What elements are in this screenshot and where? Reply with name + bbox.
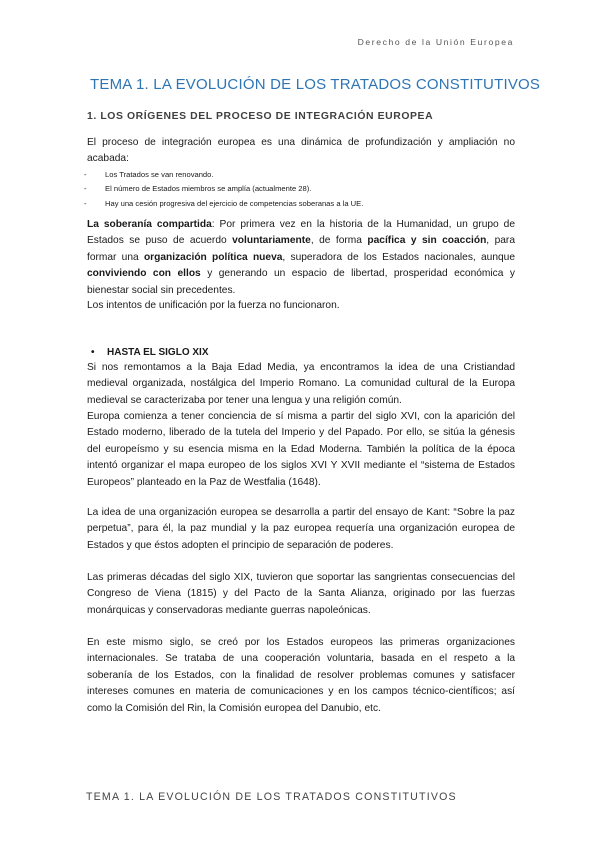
- paragraph-text: , para formar una: [87, 235, 515, 263]
- list-item-text: Los Tratados se van renovando.: [105, 170, 214, 179]
- paragraph-siglo-xvi: Europa comienza a tener conciencia de sí misma a partir del siglo XVI, con la aparición del Estado moderno, liberado de la tutela del Imperio y del Papado. Por ello, se sitúa la génesis del europeísmo y su esencia misma en la Edad Moderna. También la política de la época intentó organizar el mapa europeo de los siglos XVI Y XVII mediante el “sistema de Estados Europeos” planteado en la Paz de Westfalia (1648).: [87, 411, 515, 488]
- tema-title: TEMA 1. LA EVOLUCIÓN DE LOS TRATADOS CONSTITUTIVOS: [90, 76, 541, 93]
- paragraph-text: : Por primera vez en la historia de la Humanidad, un grupo de Estados se puso de acuerdo: [87, 219, 515, 247]
- fuerza-paragraph: Los intentos de unificación por la fuerza no funcionaron.: [87, 300, 340, 311]
- section-title: 1. LOS ORÍGENES DEL PROCESO DE INTEGRACIÓN EUROPEA: [87, 111, 434, 122]
- subsection-heading: [91, 347, 209, 358]
- list-item-text: Hay una cesión progresiva del ejercicio de competencias soberanas a la UE.: [105, 198, 364, 208]
- bold-term: voluntariamente: [232, 235, 311, 247]
- list-item: [84, 197, 524, 211]
- dash-marker: -: [84, 170, 87, 179]
- intro-paragraph: El proceso de integración europea es una dinámica de profundización y ampliación no acabada:: [87, 137, 515, 165]
- soberania-paragraph: [87, 217, 515, 299]
- running-footer: TEMA 1. LA EVOLUCIÓN DE LOS TRATADOS CONSTITUTIVOS: [86, 791, 457, 803]
- running-header: Derecho de la Unión Europea: [357, 37, 514, 47]
- bold-term: La soberanía compartida: [87, 219, 212, 230]
- paragraph-organizaciones: En este mismo siglo, se creó por los Estados europeos las primeras organizaciones internacionales. Se trataba de una cooperación voluntaria, basada en el respeto a la soberanía de los Estados, con la finalidad de resolver problemas comunes y satisfacer intereses comunes en materia de comunicaciones y en los campos técnico-científicos; así como la Comisión del Rin, la Comisión europea del Danubio, etc.: [87, 637, 515, 714]
- paragraph-edad-media: Si nos remontamos a la Baja Edad Media, ya encontramos la idea de una Cristiandad medieval organizada, nostálgica del Imperio Romano. La comunidad cultural de la Europa medieval se caracterizaba por tener una lengua y una religión común.: [87, 362, 515, 406]
- paragraph-text: y generando un espacio de libertad, prosperidad económica y bienestar social sin precedentes.: [87, 268, 515, 296]
- dash-marker: -: [84, 198, 87, 208]
- subsection-heading-text: HASTA EL SIGLO XIX: [107, 347, 209, 358]
- dash-marker: -: [84, 184, 87, 194]
- paragraph-text: , superadora de los Estados nacionales, aunque: [282, 251, 515, 263]
- bold-term: pacífica y sin coacción: [367, 235, 487, 247]
- list-item: [84, 168, 524, 182]
- bold-term: conviviendo con ellos: [87, 268, 201, 280]
- paragraph-siglo-xix: Las primeras décadas del siglo XIX, tuvieron que soportar las sangrientas consecuencias del Congreso de Viena (1815) y del Pacto de la Santa Alianza, originado por las fuerzas monárquicas y conservadoras mediante guerras napoleónicas.: [87, 572, 515, 616]
- paragraph-text: , de forma: [310, 235, 368, 247]
- bullet-icon: •: [91, 347, 95, 358]
- bold-term: organización política nueva: [143, 251, 283, 263]
- list-item: [84, 182, 524, 196]
- dash-list: [84, 168, 524, 211]
- paragraph-kant: La idea de una organización europea se desarrolla a partir del ensayo de Kant: “Sobre la paz perpetua”, para él, la paz mundial y la paz europea requería una organización europea de Estados y que éstos adopten el principio de separación de poderes.: [87, 507, 515, 551]
- list-item-text: El número de Estados miembros se amplía (actualmente 28).: [105, 184, 312, 194]
